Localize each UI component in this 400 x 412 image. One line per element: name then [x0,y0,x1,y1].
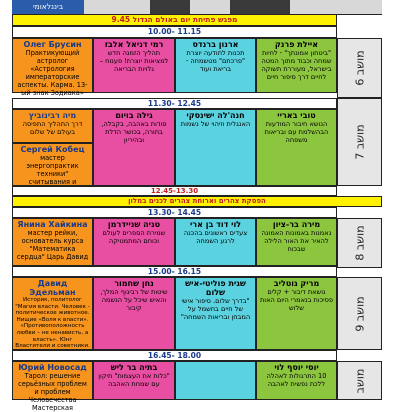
header-dark-block-2 [230,0,290,14]
language-label: ביננלאומי [12,0,84,14]
row1-col3-lecture [175,38,256,93]
lecturer-name: לוי דוד בן ארי [189,220,242,229]
row3-col2-lecture [93,218,175,266]
lecture-description: "כלות את העצמות" תיקון עם שמחת האהבה [98,372,170,388]
lecturer-name: גילה בויום [115,111,153,120]
session-9-label: מושב 9 [337,277,382,350]
row2-col2-lecture [93,109,175,186]
lecture-description: мастер рейки, основатель курса "Математика сердца" Царь Давид [16,229,89,261]
lecture-description: דרך התהליך התפיסה בעולם של שלום [22,120,83,136]
row4-col1-lecture [12,277,93,350]
time-band-4: 15.00- 16.15 [12,266,337,277]
lecturer-name: רמי דניאל אלבז [104,40,164,49]
row4-col3-lecture [175,277,256,350]
lunch-break-band: הפסקת צהרים וארוחת צהרים לכנים במלון [12,196,382,207]
lecturer-name: ארנון ברנדס [192,40,239,49]
lecture-description: Тарол: решение серьёзных проблем и проблем Человечества Мастерская [18,372,87,412]
lecturer-name: איילת פרנק [274,40,319,49]
lecturer-name: חנה'לה ישינסקי [186,111,245,120]
row2-col1-lecture [12,109,93,143]
lecturer-name: מיה רבינוביץ [28,111,77,120]
lecture-description: мастер энергопрактик техники" считывания и [26,154,79,186]
lecturer-name: שגית פוליטי-איש שלום [185,279,246,297]
row4-col4-lecture [256,277,337,350]
row1-col1-lecture [12,38,93,97]
lecture-description: Практикующий астролог «Астрология императорские аспекты. Карма. 13-ый знак Зодиака» [17,49,88,97]
lecture-description: נאמנות באמונות האמונה להאיר את האור הלילה שבכוח [261,229,332,253]
lecture-description: נושאת דיבור + קלים פסיכות בנאמרי היום האות שלוש [259,288,334,312]
row5-col2-lecture [93,361,175,400]
lecturer-name: טניה שניידרמן [107,220,161,229]
opening-ceremony-band: 9.45 מפגש פתיחת יום באולם הגדול [12,14,337,26]
lecturer-name: טובי באריי [277,111,316,120]
row2-col1b-lecture [12,143,93,186]
row5-col3-lecture [175,361,256,400]
session-7-label: מושב 7 [337,98,382,186]
lecture-description: שיטות של רבינוף המלך, והאיש שיכל על הנשמה קיבור [100,288,168,312]
lecturer-name: Олег Брусин [23,40,82,49]
lecturer-name: מירה בר-ציון [272,220,321,229]
session-10-label: מושב [337,361,382,400]
time-band-3: 13.30- 14.45 [12,207,337,218]
row4-col2-lecture [93,277,175,350]
row5-col1-lecture [12,361,93,412]
session-6-label: מושב 6 [337,38,382,98]
lecturer-name: מריק גוטליב [273,279,320,288]
lecturer-name: בתיה בר ליש [110,363,158,372]
lecture-description: "בדרך שלום. סיפור אישי של חיים בחשמל על המבחן ובריאות השמחה" [180,297,251,321]
header-dark-block-1 [150,0,190,14]
lecture-description: Историк, политолог "Магия власти. Человек - политическое животное. Нищие «Воля к власти». «Противоположность любви – не ненависть, а власть». Юнг Властители и советники. [15,297,90,350]
lecture-description: סודות באהבה, בקבלה, בתורה, בכושר הדלת ובהיריון [101,120,167,144]
lecture-description: 10 התרגולות לאהלה ללכת נפשית לאהבה [266,372,327,388]
row5-col4-lecture [256,361,337,400]
lecture-description: צעדים ראשונים בהכנה לרגע השמחה [183,229,248,245]
lecture-description: "ביטחון אמונתך" - לחיות שמחה וכבוד מתוך המטה בישראל, מעוררת תשוקה לחיים דרך סיפור חיים [261,49,332,81]
session-8-label: מושב 8 [337,218,382,268]
row3-col1-lecture [12,218,93,266]
row2-col3-lecture [175,109,256,186]
row1-col2-lecture [93,38,175,93]
row2-col4-lecture [256,109,337,186]
lecturer-name: Давид Эдельман [29,279,76,297]
lecturer-name: Юрий Новосад [18,363,87,372]
time-band-2: 11.30- 12.45 [12,98,337,109]
lecture-description: שמירת הספרים לעולם וכוחם המתמטיקה [102,229,166,245]
row3-col4-lecture [256,218,337,266]
lecturer-name: נחן שחמור [114,279,154,288]
lunch-time: 12.45-13.30 [12,186,337,196]
lecturer-name: Сергей Кобец [20,145,85,154]
lecture-description: האנגלית וזיהוי של נשמות [180,120,251,128]
time-band-5: 16.45- 18.00 [12,350,337,361]
lecturer-name: Янина Хайкина [17,220,88,229]
lecture-description: תהליך הזמנה חדש למציאות יוצרת! פענוח – גלויות הבריאה [99,49,169,73]
row3-col3-lecture [175,218,256,266]
lecture-description: הנושא חיבור המודעות הבהשלמת עם ובריאות משפחה [264,120,329,144]
row1-col4-lecture [256,38,337,93]
time-band-1: 10.00- 11.15 [12,26,337,38]
lecture-description: תכנות לתודעה יוצרת "פרכתם" מטשמחה - בריאת ועוד [185,49,246,73]
lecturer-name: יוסי יוסף לוי [274,363,319,372]
